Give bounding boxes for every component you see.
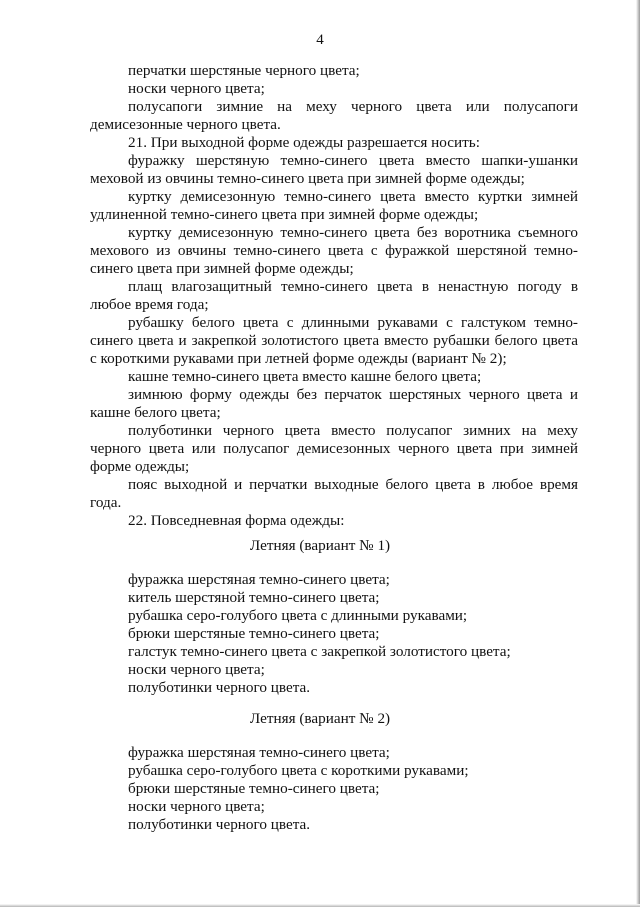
paragraph: носки черного цвета; — [128, 80, 265, 97]
list-item: носки черного цвета; — [128, 798, 265, 815]
list-item: фуражка шерстяная темно-синего цвета; — [128, 571, 390, 588]
paragraph: куртку демисезонную темно-синего цвета без воротника съемного мехового из овчины темно-синего цвета с фуражкой шерстяной темно-синего цвета при зимней форме одежды; — [90, 224, 578, 277]
list-item: китель шерстяной темно-синего цвета; — [128, 589, 380, 606]
list-item: полуботинки черного цвета. — [128, 679, 311, 696]
list-item: рубашка серо-голубого цвета с короткими рукавами; — [128, 762, 469, 779]
paragraph: полусапоги зимние на меху черного цвета или полусапоги демисезонные черного цвета. — [90, 98, 578, 133]
paragraph: рубашку белого цвета с длинными рукавами с галстуком темно-синего цвета и закрепкой золотистого цвета вместо рубашки белого цвета с короткими рукавами при летней форме одежды (вариант № 2); — [90, 314, 578, 367]
paragraph: перчатки шерстяные черного цвета; — [128, 62, 360, 79]
paragraph: плащ влагозащитный темно-синего цвета в ненастную погоду в любое время года; — [90, 278, 578, 313]
list-item: брюки шерстяные темно-синего цвета; — [128, 780, 380, 797]
body-text — [90, 62, 578, 530]
paragraph: полуботинки черного цвета вместо полусапог зимних на меху черного цвета или полусапог демисезонных черного цвета при зимней форме одежды; — [90, 422, 578, 475]
paragraph: 21. При выходной форме одежды разрешается носить: — [128, 134, 480, 151]
paragraph: пояс выходной и перчатки выходные белого цвета в любое время года. — [90, 476, 578, 511]
page-number: 4 — [316, 32, 324, 48]
list-item: галстук темно-синего цвета с закрепкой золотистого цвета; — [128, 643, 511, 660]
paragraph: 22. Повседневная форма одежды: — [128, 512, 345, 529]
list-item: полуботинки черного цвета. — [128, 816, 311, 833]
item-list-summer-2 — [128, 744, 588, 834]
page-edge-shadow — [636, 0, 640, 907]
list-item: рубашка серо-голубого цвета с длинными рукавами; — [128, 607, 468, 624]
list-item: носки черного цвета; — [128, 661, 265, 678]
list-item: брюки шерстяные темно-синего цвета; — [128, 625, 380, 642]
paragraph: куртку демисезонную темно-синего цвета вместо куртки зимней удлиненной темно-синего цвета при зимней форме одежды; — [90, 188, 578, 223]
section-heading-summer-1: Летняя (вариант № 1) — [249, 537, 391, 554]
item-list-summer-1 — [128, 571, 588, 697]
list-item: фуражка шерстяная темно-синего цвета; — [128, 744, 390, 761]
paragraph: зимнюю форму одежды без перчаток шерстяных черного цвета и кашне белого цвета; — [90, 386, 578, 421]
section-heading-summer-2: Летняя (вариант № 2) — [249, 710, 391, 727]
paragraph: кашне темно-синего цвета вместо кашне белого цвета; — [128, 368, 482, 385]
paragraph: фуражку шерстяную темно-синего цвета вместо шапки-ушанки меховой из овчины темно-синего цвета при зимней форме одежды; — [90, 152, 578, 187]
